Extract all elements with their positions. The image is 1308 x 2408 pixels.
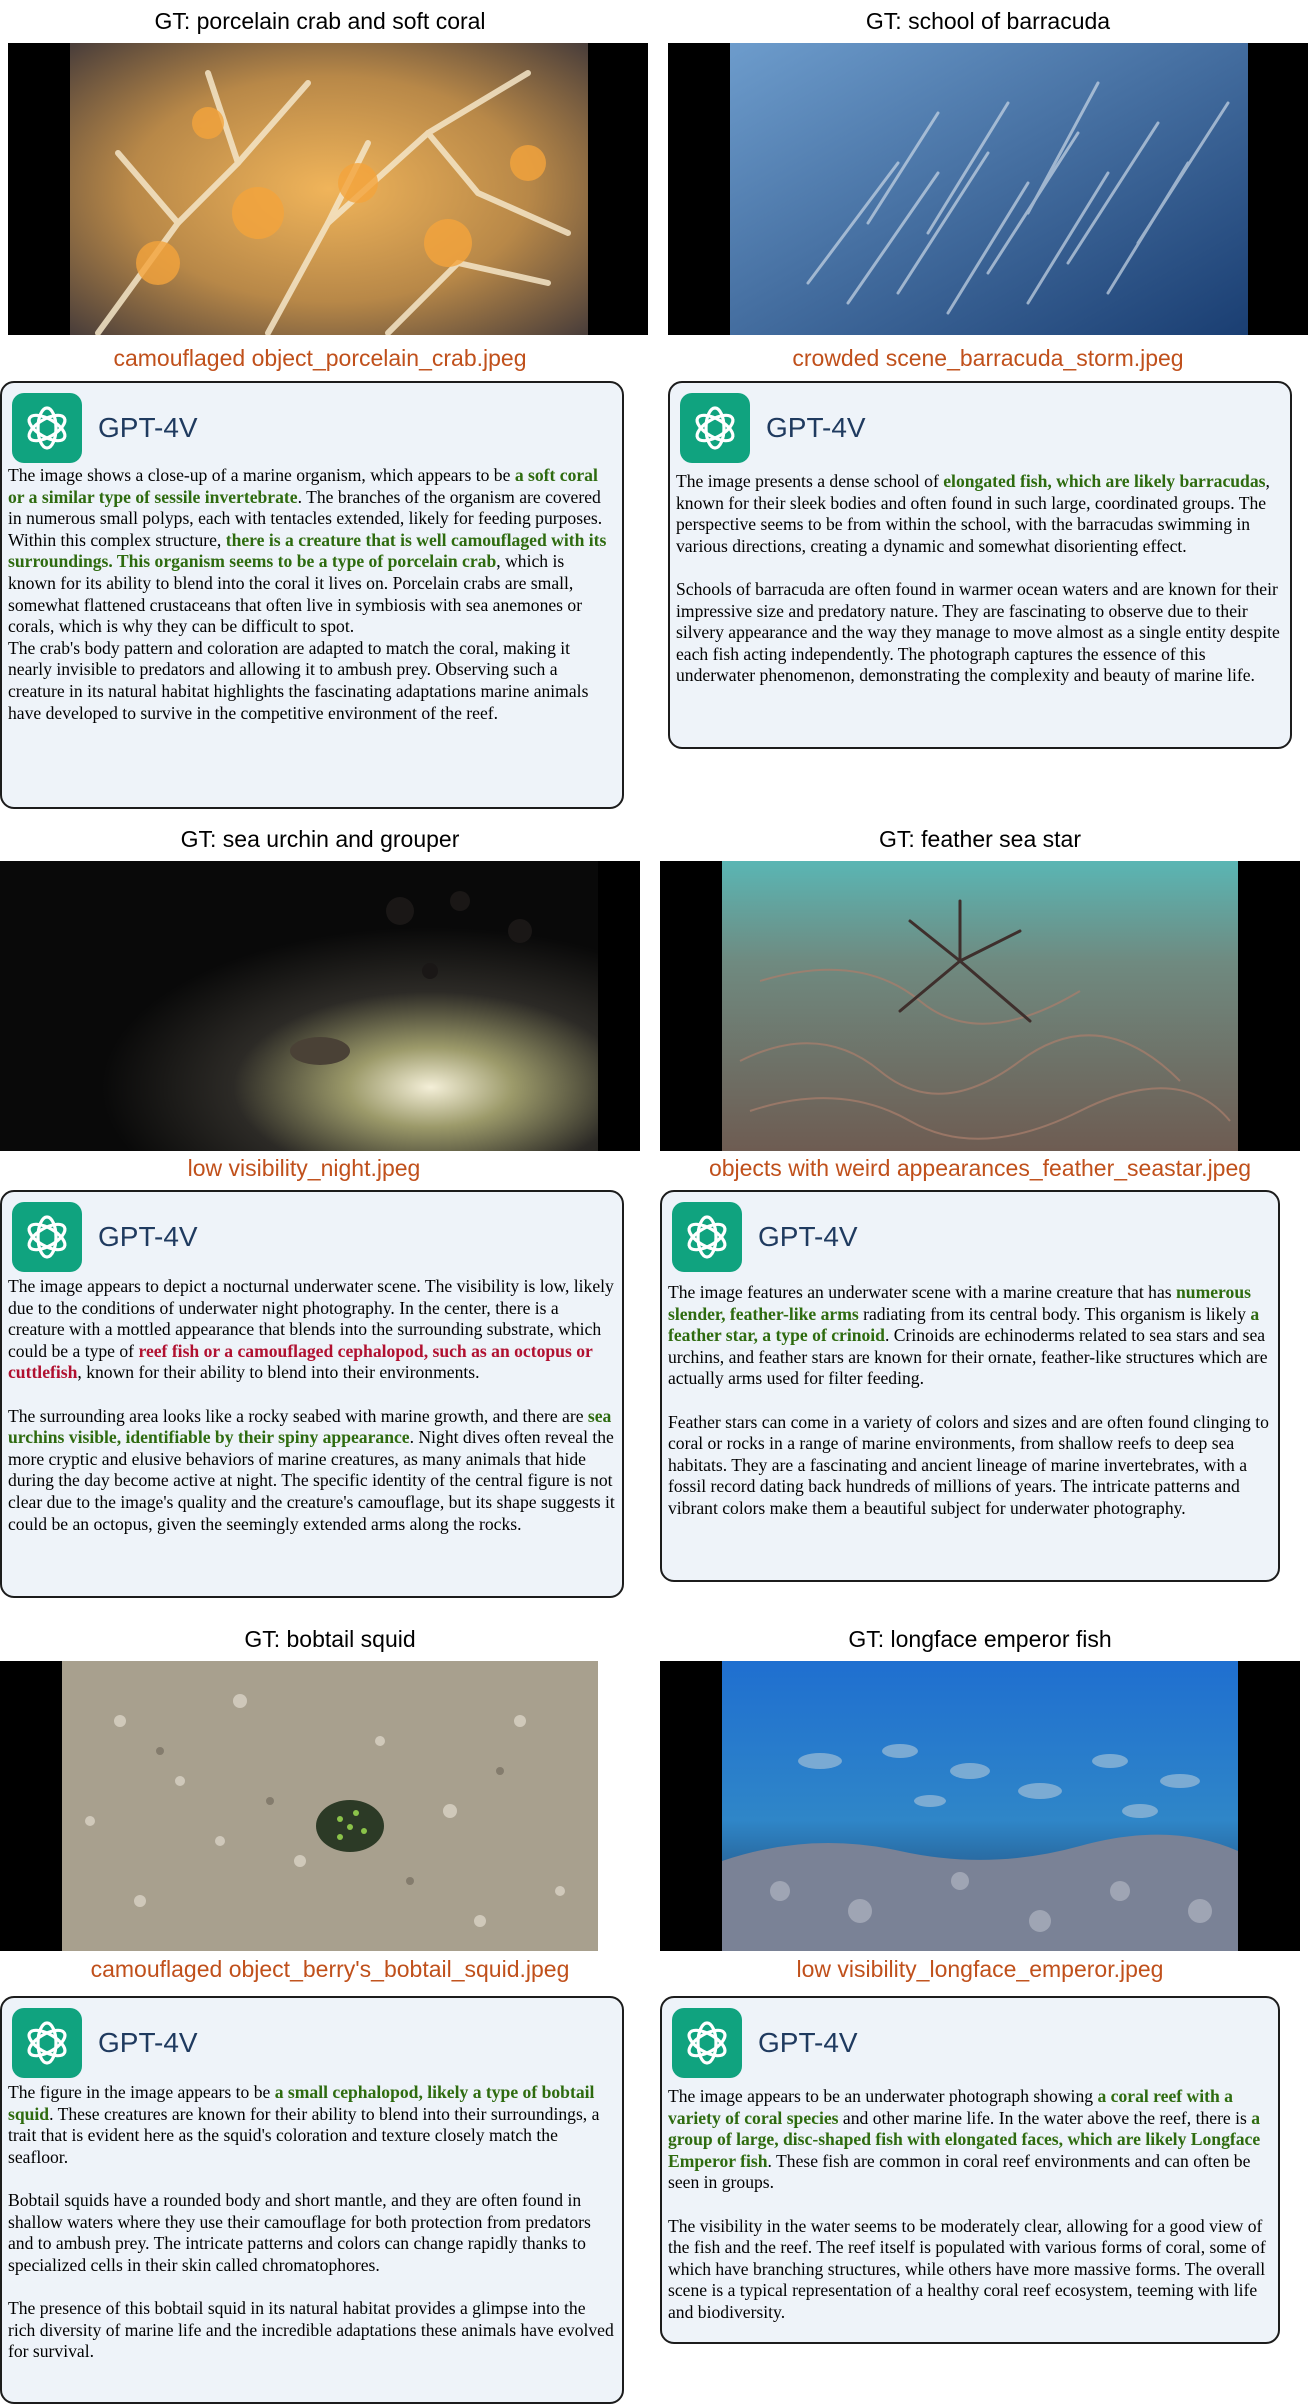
text-run: The presence of this bobtail squid in its natural habitat provides a glimpse into the rich diversity of marine life and the incredible adaptations these animals have evolved for survival. — [8, 2297, 614, 2362]
response-paragraph — [8, 1276, 616, 1384]
card-header — [672, 1202, 858, 1272]
response-card — [0, 381, 624, 809]
photo-graphic — [660, 861, 1300, 1151]
gt-caption: GT: school of barracuda — [865, 8, 1111, 34]
openai-logo-icon — [672, 2008, 742, 2078]
text-run: , known for their ability to blend into their environments. — [77, 1362, 480, 1383]
response-card — [0, 1190, 624, 1598]
response-paragraph — [8, 465, 616, 530]
text-run: , known for their sleek bodies and often found in such large, coordinated groups. The perspective seems to be from within the school, with the barracudas swimming in various directions, creating a dynamic and somewhat disorienting effect. — [676, 471, 1270, 556]
image-filename: low visibility_longface_emperor.jpeg — [796, 1956, 1164, 1982]
model-name: GPT-4V — [758, 2027, 858, 2058]
card-header — [672, 2008, 858, 2078]
photo-barracuda — [668, 43, 1308, 335]
text-run: The image shows a close-up of a marine organism, which appears to be — [8, 465, 515, 485]
response-paragraph — [676, 579, 1284, 687]
response-text — [8, 465, 616, 724]
response-paragraph — [8, 2298, 616, 2363]
image-filename: camouflaged object_porcelain_crab.jpeg — [113, 345, 527, 371]
response-paragraph — [668, 2086, 1272, 2194]
text-run: The image features an underwater scene with a marine creature that has — [668, 1282, 1177, 1302]
openai-logo-icon — [672, 1202, 742, 1272]
text-run: Schools of barracuda are often found in warmer ocean waters and are known for their impressive size and predatory nature. They are fascinating to observe due to their silvery appearance and the way they manage to move almost as a single entity despite each fish acting independently. The photograph captures the essence of this underwater phenomenon, demonstrating the complexity and beauty of marine life. — [676, 578, 1280, 686]
photo-porcelain-crab — [8, 43, 648, 335]
text-run: The surrounding area looks like a rocky seabed with marine growth, and there are — [8, 1405, 588, 1426]
text-run: Bobtail squids have a rounded body and short mantle, and they are often found in shallow waters where they use their camouflage for both protection from predators and to ambush prey. The intricate patterns and colors can change rapidly thanks to specialized cells in their skin called chromatophores. — [8, 2189, 591, 2275]
highlighted-phrase: a small cephalopod, likely a type of bobtail squid — [8, 2082, 595, 2124]
card-header — [12, 1202, 198, 1272]
highlighted-phrase: there is a creature that is well camouflaged with its surroundings. This organism seems to be a type of porcelain crab — [8, 529, 607, 572]
response-card — [660, 1190, 1280, 1582]
photo-graphic — [0, 1661, 598, 1951]
card-header — [12, 393, 198, 463]
gt-caption: GT: porcelain crab and soft coral — [154, 8, 486, 34]
highlighted-phrase: a coral reef with a variety of coral species — [668, 2086, 1233, 2128]
text-run: The visibility in the water seems to be moderately clear, allowing for a good view of the fish and the reef. The reef itself is populated with various forms of coral, some of which have branching structures, while others have more massive forms. The overall scene is a typical representation of a healthy coral reef ecosystem, teeming with life and biodiversity. — [668, 2215, 1266, 2322]
model-name: GPT-4V — [98, 412, 198, 443]
text-run: . These fish are common in coral reef environments and can often be seen in groups. — [668, 2150, 1251, 2193]
model-name: GPT-4V — [766, 412, 866, 443]
photo-bobtail-squid — [0, 1661, 598, 1951]
openai-logo-icon — [12, 1202, 82, 1272]
photo-graphic — [660, 1661, 1300, 1951]
openai-logo-icon — [12, 2008, 82, 2078]
highlighted-phrase: a feather star, a type of crinoid — [668, 1303, 1260, 1346]
card-header — [12, 2008, 198, 2078]
text-run: The crab's body pattern and coloration are adapted to match the coral, making it nearly invisible to predators and allowing it to ambush prey. Observing such a creature in its natural habitat highlights the fascinating adaptations marine animals have developed to survive in the competitive environment of the reef. — [8, 637, 589, 723]
image-filename: crowded scene_barracuda_storm.jpeg — [792, 345, 1184, 371]
text-run: . The branches of the organism are covered in numerous small polyps, each with tentacles extended, likely for feeding purposes. — [8, 486, 603, 529]
response-card — [0, 1996, 624, 2404]
response-text — [676, 471, 1284, 687]
gt-caption: GT: feather sea star — [879, 826, 1081, 852]
text-run: . Night dives often reveal the more cryptic and elusive behaviors of marine creatures, as many animals that hide during the day become active at night. The specific identity of the central figure is not clear due to the image's quality and the creature's camouflage, but its shape suggests it could be an octopus, given the seemingly extended arms along the rocks. — [8, 1427, 615, 1534]
model-name: GPT-4V — [98, 2027, 198, 2058]
text-run: The image appears to depict a nocturnal underwater scene. The visibility is low, likely due to the conditions of underwater night photography. In the center, there is a creature with a mottled appearance that blends into the surrounding substrate, which could be a type of — [8, 1276, 614, 1361]
response-paragraph — [8, 530, 616, 638]
photo-graphic — [0, 861, 640, 1151]
response-paragraph — [8, 638, 616, 724]
image-filename: camouflaged object_berry's_bobtail_squid.jpeg — [90, 1956, 570, 1982]
text-run: and other marine life. In the water above the reef, there is — [838, 2107, 1252, 2128]
response-text — [668, 2086, 1272, 2324]
photo-longface-emperor — [660, 1661, 1300, 1951]
response-text — [668, 1282, 1272, 1520]
openai-logo-icon — [680, 393, 750, 463]
text-run: The image presents a dense school of — [676, 471, 944, 491]
response-paragraph — [8, 2190, 616, 2276]
response-card — [660, 1996, 1280, 2344]
response-card — [668, 381, 1292, 749]
text-run: Feather stars can come in a variety of colors and sizes and are often found clinging to coral or rocks in a range of marine environments, from shallow reefs to deep sea habitats. They are a fascinating and ancient lineage of marine invertebrates, with a fossil record dating back hundreds of millions of years. The intricate patterns and vibrant colors make them a beautiful subject for underwater photography. — [668, 1411, 1269, 1518]
response-paragraph — [8, 1406, 616, 1536]
response-text — [8, 2082, 616, 2363]
text-run: The figure in the image appears to be — [8, 2082, 275, 2102]
image-filename: low visibility_night.jpeg — [187, 1155, 421, 1181]
highlighted-phrase: reef fish or a camouflaged cephalopod, such as an octopus or cuttlefish — [8, 1340, 593, 1383]
photo-graphic — [668, 43, 1308, 335]
highlighted-phrase: a soft coral or a similar type of sessile invertebrate — [8, 465, 598, 507]
photo-graphic — [8, 43, 648, 335]
gt-caption: GT: longface emperor fish — [848, 1626, 1112, 1652]
image-filename: objects with weird appearances_feather_seastar.jpeg — [708, 1155, 1252, 1181]
response-paragraph — [676, 471, 1284, 557]
response-paragraph — [668, 2216, 1272, 2324]
gt-caption: GT: sea urchin and grouper — [180, 826, 460, 852]
openai-logo-icon — [12, 393, 82, 463]
text-run: Within this complex structure, — [8, 529, 226, 550]
highlighted-phrase: sea urchins visible, identifiable by their spiny appearance — [8, 1405, 612, 1448]
card-header — [680, 393, 866, 463]
response-paragraph — [8, 2082, 616, 2168]
text-run: . These creatures are known for their ability to blend into their surroundings, a trait that is evident here as the squid's coloration and texture closely match the seafloor. — [8, 2103, 600, 2167]
text-run: The image appears to be an underwater photograph showing — [668, 2086, 1098, 2106]
highlighted-phrase: elongated fish, which are likely barracudas — [943, 471, 1266, 491]
highlighted-phrase: a group of large, disc-shaped fish with elongated faces, which are likely Longface Emperor fish — [668, 2107, 1261, 2171]
photo-feather-star — [660, 861, 1300, 1151]
model-name: GPT-4V — [98, 1221, 198, 1252]
response-text — [8, 1276, 616, 1535]
text-run: , which is known for its ability to blend into the coral it lives on. Porcelain crabs are small, somewhat flattened crustaceans that often live in symbiosis with sea anemones or corals, which is why they can be difficult to spot. — [8, 551, 583, 637]
gt-caption: GT: bobtail squid — [244, 1626, 416, 1652]
highlighted-phrase: numerous slender, feather-like arms — [668, 1282, 1251, 1324]
photo-sea-urchin — [0, 861, 640, 1151]
response-paragraph — [668, 1282, 1272, 1390]
text-run: radiating from its central body. This organism is likely — [858, 1303, 1251, 1324]
text-run: . Crinoids are echinoderms related to sea stars and sea urchins, and feather stars are known for their ornate, feather-like structures which are actually arms used for filter feeding. — [668, 1325, 1268, 1389]
response-paragraph — [668, 1412, 1272, 1520]
model-name: GPT-4V — [758, 1221, 858, 1252]
